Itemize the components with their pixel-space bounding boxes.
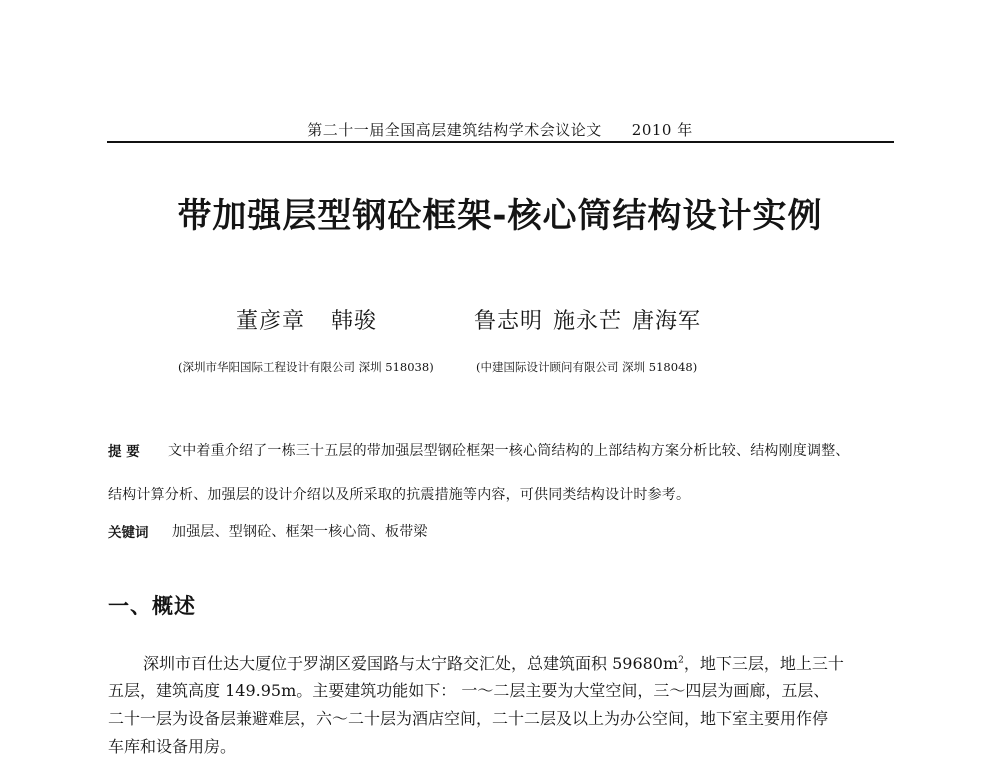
body-line-4: 车库和设备用房。 xyxy=(108,737,237,756)
keywords-text: 加强层、型钢砼、框架一核心筒、板带梁 xyxy=(172,524,428,540)
author-group-2 xyxy=(474,304,701,335)
header-rule xyxy=(107,141,894,143)
author-name: 施永芒 xyxy=(553,309,623,334)
affiliation-2: (中建国际设计顾问有限公司 深圳 518048) xyxy=(476,360,698,374)
abstract-line-1: 文中着重介绍了一栋三十五层的带加强层型钢砼框架一核心筒结构的上部结构方案分析比较、结构刚度调整、 xyxy=(168,443,850,459)
abstract-label: 提 要 xyxy=(108,444,140,460)
author-name: 唐海军 xyxy=(632,309,702,334)
body-line-1: 深圳市百仕达大厦位于罗湖区爱国路与太宁路交汇处，总建筑面积 $59680m^2$，地下三层，地上三十 xyxy=(143,654,844,673)
body-line-3: 二十一层为设备层兼避难层，六～二十层为酒店空间，二十二层及以上为办公空间，地下室主要用作停 xyxy=(108,709,829,728)
journal-year: 2010 年 xyxy=(631,121,693,139)
body-line-2: 五层，建筑高度 149.95m。主要建筑功能如下： 一～二层主要为大堂空间，三～四层为画廊，五层、 xyxy=(108,681,830,700)
keywords-label: 关键词 xyxy=(108,525,149,541)
author-name: 韩骏 xyxy=(331,309,378,334)
area-superscript: 2 xyxy=(678,655,684,666)
paper-title: 带加强层型钢砼框架-核心筒结构设计实例 xyxy=(177,196,823,236)
author-name: 鲁志明 xyxy=(474,309,544,334)
journal-name: 第二十一届全国高层建筑结构学术会议论文 xyxy=(307,121,602,139)
section-heading: 一、概述 xyxy=(108,594,196,618)
abstract-line-2: 结构计算分析、加强层的设计介绍以及所采取的抗震措施等内容，可供同类结构设计时参考。 xyxy=(108,487,691,503)
affiliation-1: (深圳市华阳国际工程设计有限公司 深圳 518038) xyxy=(178,360,434,374)
author-group-1 xyxy=(236,304,377,335)
author-name: 董彦章 xyxy=(236,309,306,334)
running-header xyxy=(0,119,1000,140)
